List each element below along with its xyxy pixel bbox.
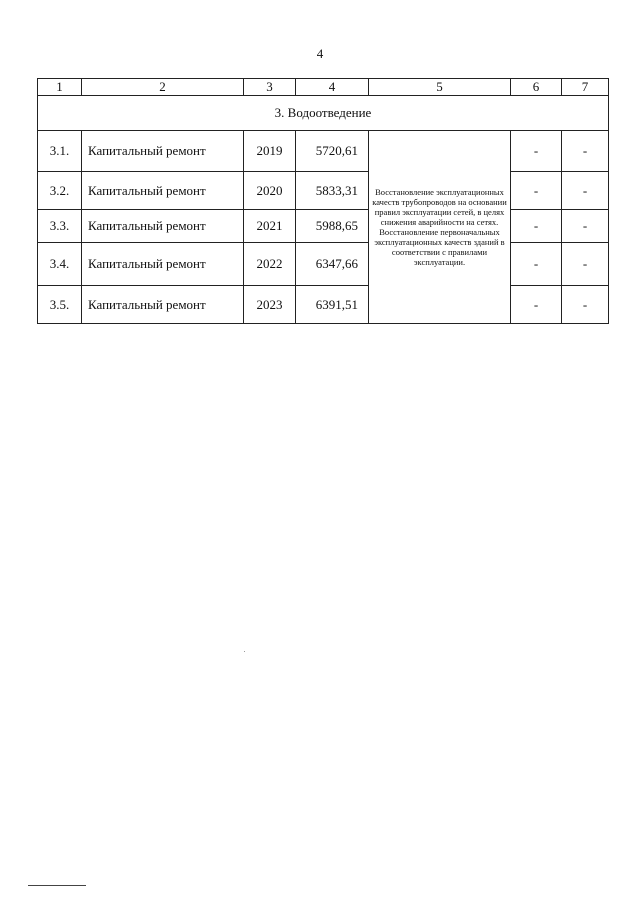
row-col6: - — [511, 210, 562, 243]
row-name: Капитальный ремонт — [82, 286, 244, 324]
row-col7: - — [562, 243, 609, 286]
row-year: 2020 — [244, 172, 296, 210]
row-col7: - — [562, 210, 609, 243]
header-cell-2: 2 — [82, 79, 244, 96]
section-row — [38, 96, 609, 131]
table-row — [38, 210, 609, 243]
row-col6: - — [511, 286, 562, 324]
row-name: Капитальный ремонт — [82, 243, 244, 286]
row-number: 3.3. — [38, 210, 82, 243]
header-cell-6: 6 — [511, 79, 562, 96]
row-col7: - — [562, 172, 609, 210]
row-amount: 6347,66 — [296, 243, 369, 286]
table-row — [38, 172, 609, 210]
header-cell-7: 7 — [562, 79, 609, 96]
row-col6: - — [511, 131, 562, 172]
page-number: 4 — [316, 46, 324, 61]
row-number: 3.5. — [38, 286, 82, 324]
table-row — [38, 131, 609, 172]
row-amount: 6391,51 — [296, 286, 369, 324]
row-name: Капитальный ремонт — [82, 210, 244, 243]
section-title: 3. Водоотведение — [38, 96, 609, 131]
row-number: 3.1. — [38, 131, 82, 172]
row-amount: 5720,61 — [296, 131, 369, 172]
row-number: 3.4. — [38, 243, 82, 286]
row-year: 2023 — [244, 286, 296, 324]
row-amount: 5833,31 — [296, 172, 369, 210]
header-cell-4: 4 — [296, 79, 369, 96]
row-amount: 5988,65 — [296, 210, 369, 243]
row-number: 3.2. — [38, 172, 82, 210]
row-name: Капитальный ремонт — [82, 172, 244, 210]
scan-speck — [244, 651, 245, 652]
row-col7: - — [562, 131, 609, 172]
header-cell-3: 3 — [244, 79, 296, 96]
row-year: 2022 — [244, 243, 296, 286]
data-table — [37, 78, 609, 324]
row-col6: - — [511, 172, 562, 210]
row-col6: - — [511, 243, 562, 286]
header-cell-1: 1 — [38, 79, 82, 96]
row-year: 2019 — [244, 131, 296, 172]
table-row — [38, 286, 609, 324]
header-cell-5: 5 — [369, 79, 511, 96]
table-row — [38, 243, 609, 286]
table-header-row — [38, 79, 609, 96]
row-col7: - — [562, 286, 609, 324]
footnote-rule — [28, 885, 86, 886]
row-year: 2021 — [244, 210, 296, 243]
row-name: Капитальный ремонт — [82, 131, 244, 172]
description-cell: Восстановление эксплуатационных качеств трубопроводов на основании правил эксплуатации сетей, в целях снижения аварийности на сетях. Восстановление первоначальных эксплуатационных качеств зданий в соответствии с правилами эксплуатации. — [369, 131, 511, 324]
